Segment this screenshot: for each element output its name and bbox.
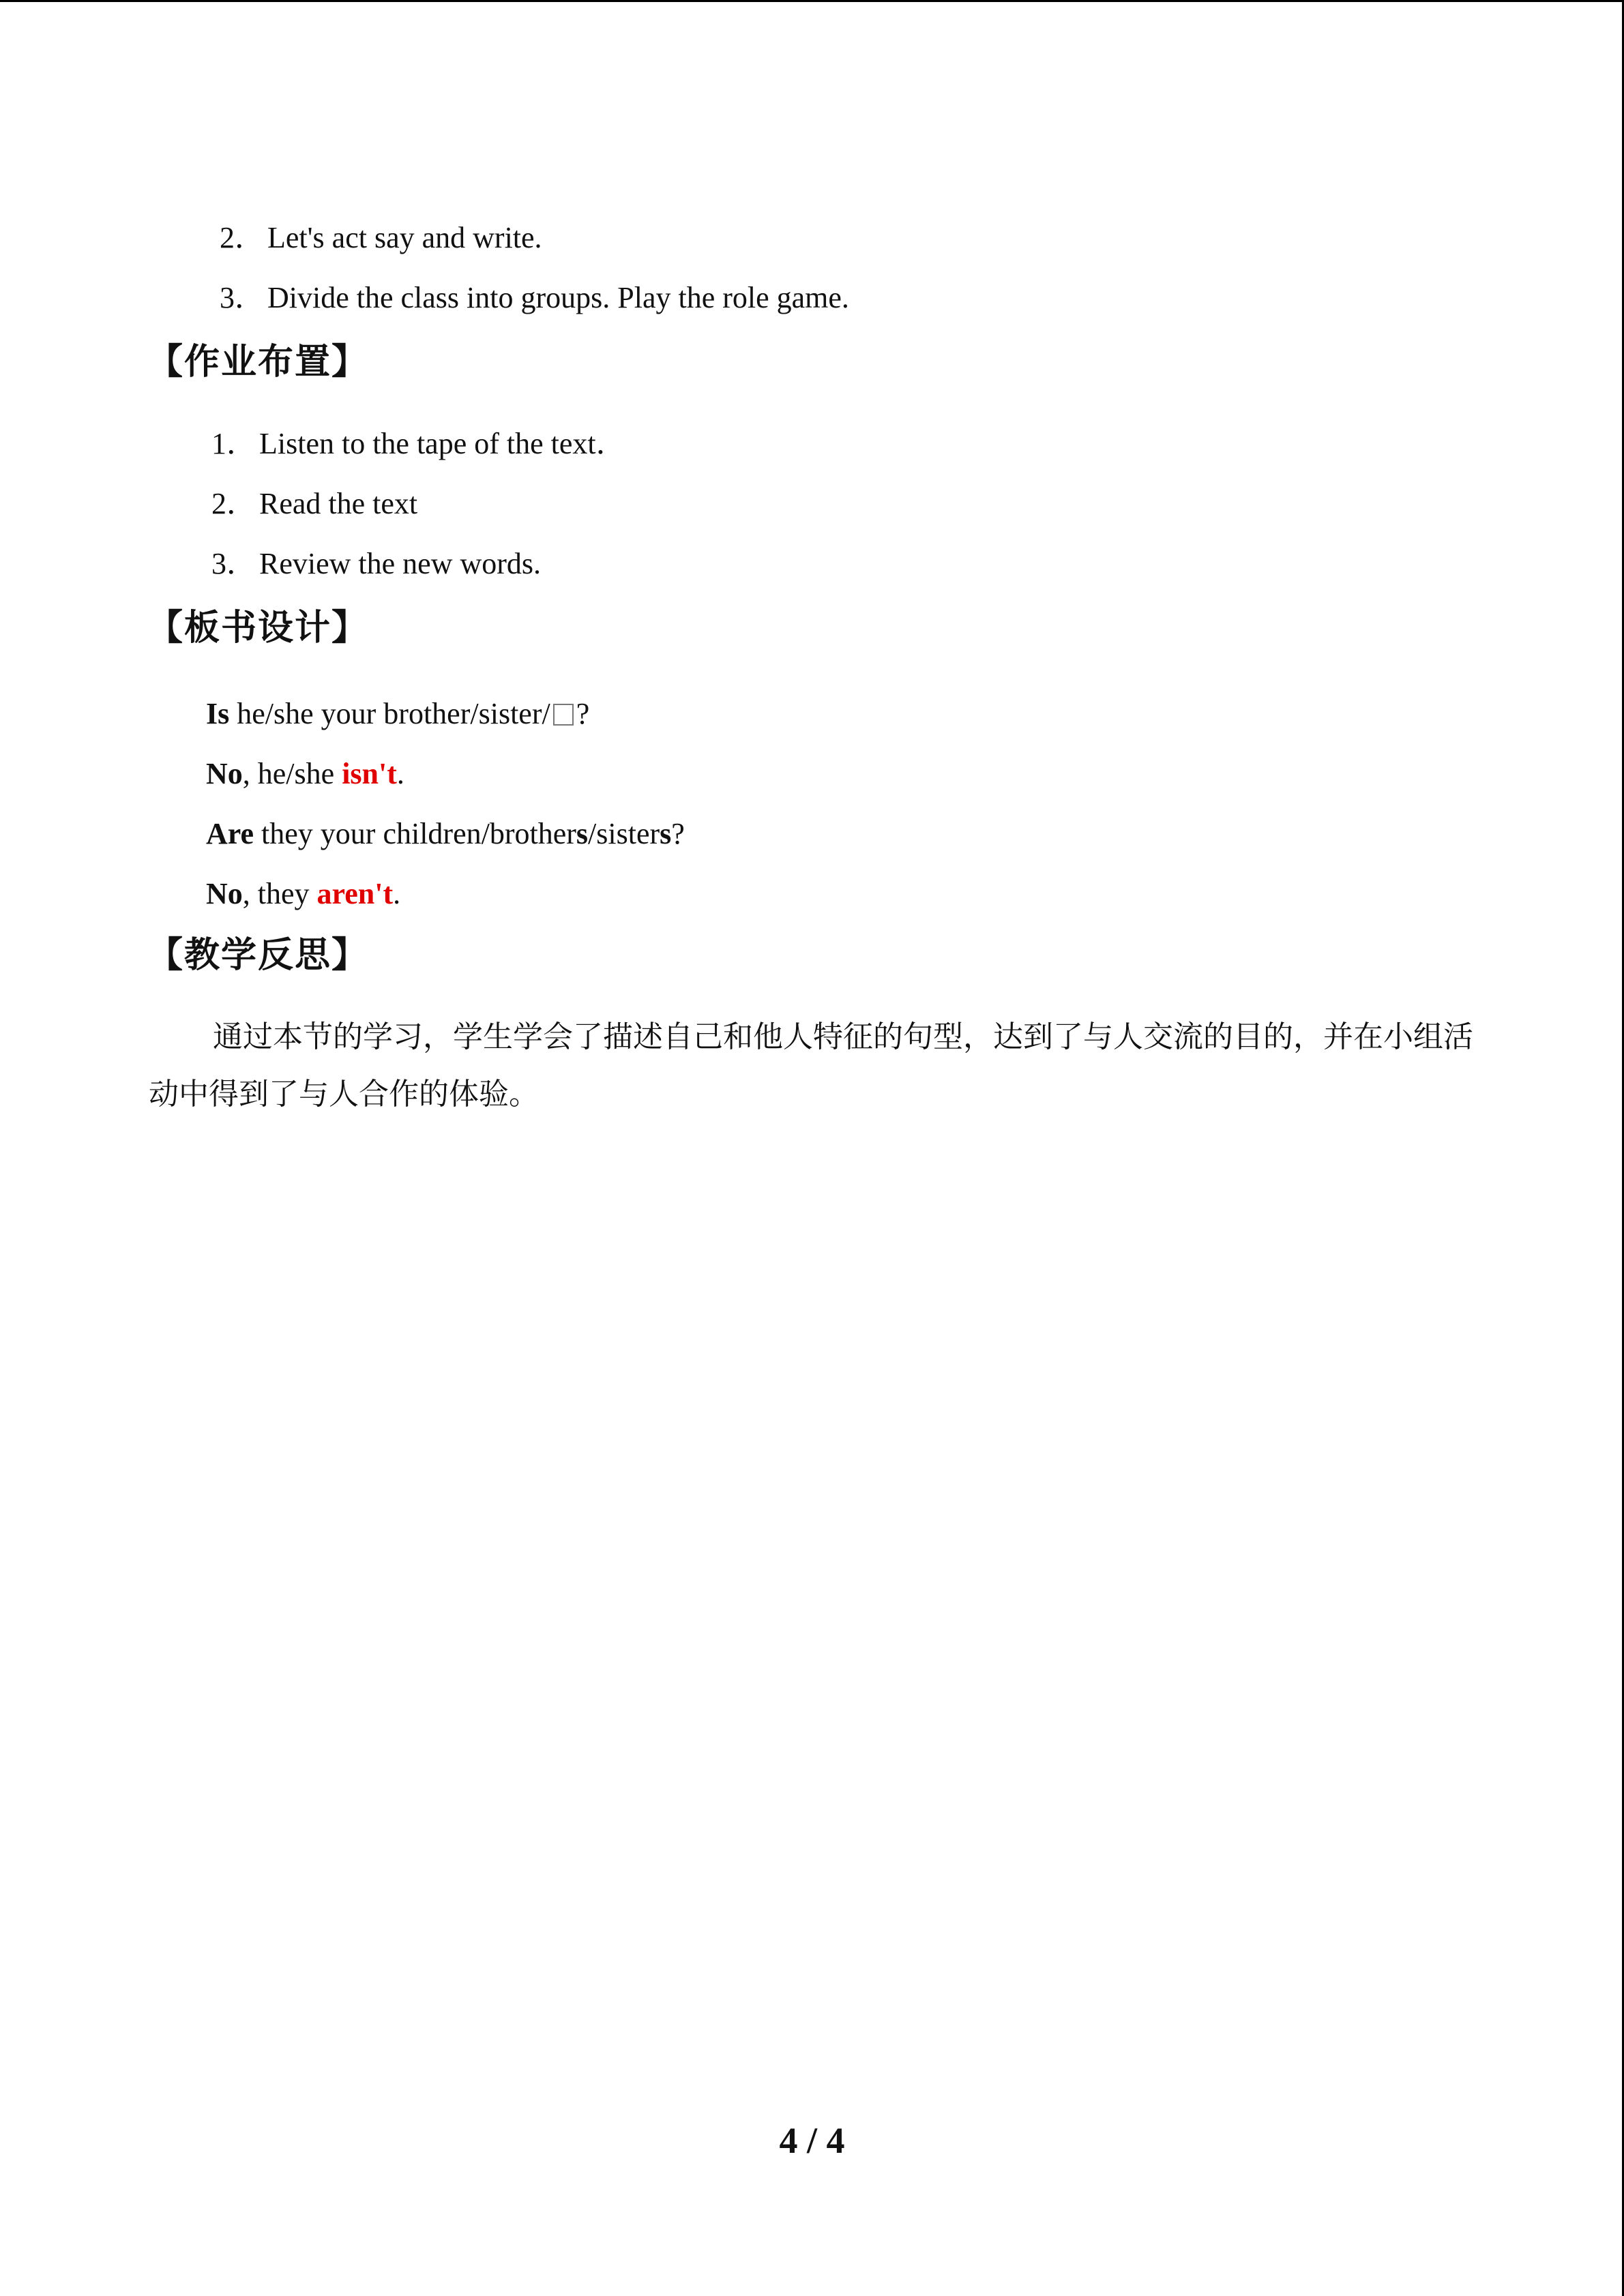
item-text: Divide the class into groups. Play the role game.: [267, 281, 849, 314]
line-text: he/she your brother/sister/: [229, 697, 550, 730]
line-end: ?: [671, 817, 685, 850]
line-text: , they: [242, 877, 317, 910]
item-number: 2．: [220, 221, 265, 254]
item-number: 3．: [211, 547, 256, 580]
item-text: Let's act say and write.: [267, 221, 542, 254]
item-text: Listen to the tape of the text．: [259, 427, 626, 460]
item-number: 3．: [220, 281, 265, 314]
item-number: 2．: [211, 487, 256, 520]
bold-word: Is: [206, 697, 230, 730]
activity-item: [220, 219, 542, 257]
page-number: 4 / 4: [779, 2120, 845, 2161]
homework-item: [211, 425, 626, 463]
bold-suffix: s: [576, 817, 589, 850]
item-text: Read the text: [259, 487, 418, 520]
emphasis-word: isn't: [342, 757, 397, 790]
line-text: they your children/brother: [254, 817, 576, 850]
bold-word: No: [206, 877, 243, 910]
homework-item: [211, 485, 417, 523]
board-line: [206, 695, 589, 733]
line-end: .: [393, 877, 401, 910]
board-line: [206, 755, 404, 793]
placeholder-box-icon: [553, 704, 574, 726]
line-end: .: [396, 757, 404, 790]
activity-item: [220, 279, 849, 317]
board-design-heading: 【板书设计】: [147, 608, 369, 648]
homework-heading: 【作业布置】: [147, 342, 369, 383]
item-text: Review the new words.: [259, 547, 542, 580]
line-text: , he/she: [242, 757, 342, 790]
board-line: [206, 815, 685, 853]
line-text: /sister: [588, 817, 660, 850]
bold-word: Are: [206, 817, 254, 850]
bold-suffix: s: [660, 817, 672, 850]
reflection-paragraph: 通过本节的学习，学生学会了描述自己和他人特征的句型，达到了与人交流的目的，并在小组活动中得到了与人合作的体验。: [149, 1019, 1473, 1112]
item-number: 1．: [211, 427, 256, 460]
bold-word: No: [206, 757, 243, 790]
emphasis-word: aren't: [316, 877, 394, 910]
board-line: [206, 875, 400, 913]
homework-item: [211, 545, 541, 583]
reflection-heading: 【教学反思】: [147, 935, 369, 976]
line-end: ?: [576, 697, 590, 730]
